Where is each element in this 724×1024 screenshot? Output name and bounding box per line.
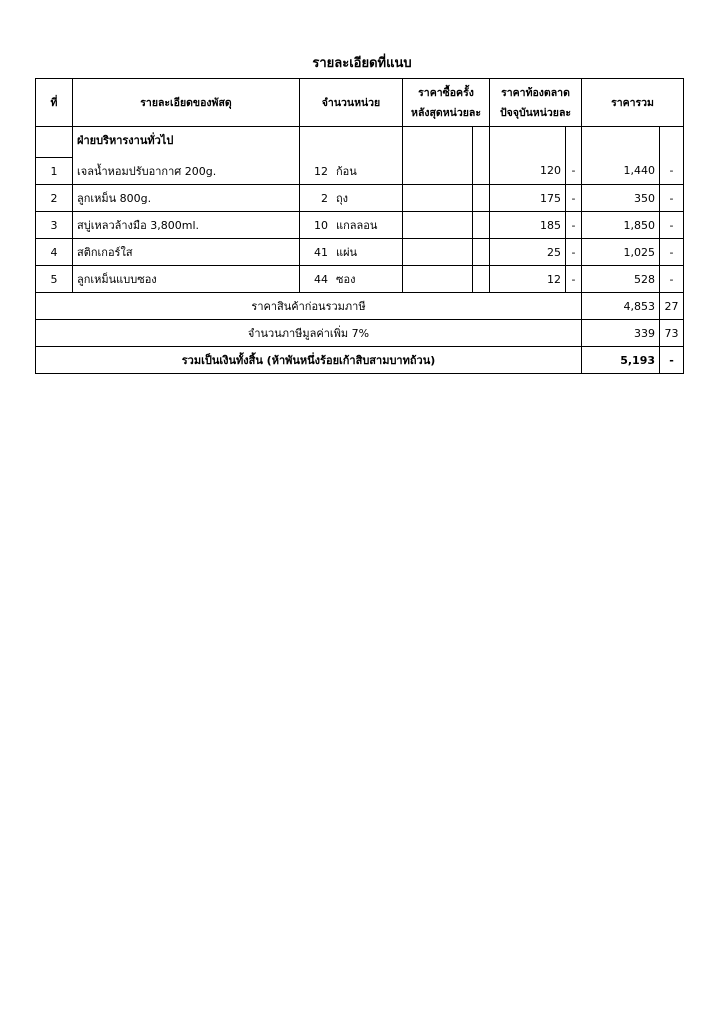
row-total: 1,440 <box>582 158 660 185</box>
grand-total-satang: - <box>660 347 684 374</box>
header-last-price <box>403 79 490 127</box>
row-unit: ซอง <box>336 273 356 286</box>
row-last-price-sub <box>473 158 490 185</box>
row-total: 1,850 <box>582 212 660 239</box>
row-last-price <box>403 212 473 239</box>
row-unit: ก้อน <box>336 164 357 178</box>
row-market-sub: - <box>566 266 582 293</box>
section-row <box>36 127 684 158</box>
row-qty-value: 41 <box>314 246 328 259</box>
row-last-price <box>403 185 473 212</box>
row-quantity <box>300 239 403 266</box>
row-no: 2 <box>36 185 73 212</box>
row-description: เจลน้ำหอมปรับอากาศ 200g. <box>73 158 300 185</box>
row-description: สติกเกอร์ใส <box>73 239 300 266</box>
row-market-sub: - <box>566 158 582 185</box>
row-unit: แผ่น <box>336 246 358 259</box>
row-description: ลูกเหม็น 800g. <box>73 185 300 212</box>
row-market-price: 12 <box>490 266 566 293</box>
row-total-sub: - <box>660 212 684 239</box>
page-title: รายละเอียดที่แนบ <box>312 56 412 71</box>
header-description: รายละเอียดของพัสดุ <box>73 79 300 127</box>
grand-total-row <box>36 347 684 374</box>
header-total: ราคารวม <box>582 79 684 127</box>
row-total-sub: - <box>660 158 684 185</box>
header-market-price <box>490 79 582 127</box>
subtotal-baht: 4,853 <box>582 293 660 320</box>
materials-table <box>35 78 684 374</box>
subtotal-label: ราคาสินค้าก่อนรวมภาษี <box>36 293 582 320</box>
row-no: 5 <box>36 266 73 293</box>
header-no: ที่ <box>36 79 73 127</box>
header-last-price-line2: หลังสุดหน่วยละ <box>411 106 481 119</box>
row-quantity <box>300 212 403 239</box>
row-quantity <box>300 185 403 212</box>
header-last-price-line1: ราคาซื้อครั้ง <box>418 86 474 99</box>
row-market-price: 185 <box>490 212 566 239</box>
row-qty-value: 44 <box>314 273 328 286</box>
row-market-sub: - <box>566 185 582 212</box>
row-market-sub: - <box>566 212 582 239</box>
table-row <box>36 158 684 185</box>
row-market-price: 25 <box>490 239 566 266</box>
header-quantity: จำนวนหน่วย <box>300 79 403 127</box>
row-qty-value: 12 <box>314 164 328 178</box>
vat-baht: 339 <box>582 320 660 347</box>
row-unit: ถุง <box>336 192 349 205</box>
row-quantity <box>300 158 403 185</box>
row-unit: แกลลอน <box>336 219 378 232</box>
row-total-sub: - <box>660 239 684 266</box>
table-header-row <box>36 79 684 127</box>
row-market-price: 120 <box>490 158 566 185</box>
vat-label: จำนวนภาษีมูลค่าเพิ่ม 7% <box>36 320 582 347</box>
row-no: 3 <box>36 212 73 239</box>
subtotal-satang: 27 <box>660 293 684 320</box>
row-total: 1,025 <box>582 239 660 266</box>
row-description: สบู่เหลวล้างมือ 3,800ml. <box>73 212 300 239</box>
header-market-price-line1: ราคาท้องตลาด <box>501 86 570 99</box>
row-last-price <box>403 266 473 293</box>
grand-total-baht: 5,193 <box>582 347 660 374</box>
row-total: 528 <box>582 266 660 293</box>
vat-satang: 73 <box>660 320 684 347</box>
vat-row <box>36 320 684 347</box>
table-row <box>36 239 684 266</box>
row-last-price <box>403 239 473 266</box>
row-market-price: 175 <box>490 185 566 212</box>
table-row <box>36 266 684 293</box>
row-qty-value: 10 <box>314 219 328 232</box>
table-row <box>36 185 684 212</box>
row-qty-value: 2 <box>321 192 328 205</box>
grand-total-label: รวมเป็นเงินทั้งสิ้น (ห้าพันหนึ่งร้อยเก้าสิบสามบาทถ้วน) <box>36 347 582 374</box>
row-last-price-sub <box>473 212 490 239</box>
row-last-price-sub <box>473 185 490 212</box>
row-no: 1 <box>36 158 73 185</box>
row-quantity <box>300 266 403 293</box>
row-total: 350 <box>582 185 660 212</box>
row-description: ลูกเหม็นแบบซอง <box>73 266 300 293</box>
header-market-price-line2: ปัจจุบันหน่วยละ <box>499 106 572 119</box>
row-last-price <box>403 158 473 185</box>
section-label: ฝ่ายบริหารงานทั่วไป <box>77 134 174 147</box>
row-total-sub: - <box>660 185 684 212</box>
subtotal-row <box>36 293 684 320</box>
row-last-price-sub <box>473 239 490 266</box>
row-last-price-sub <box>473 266 490 293</box>
row-market-sub: - <box>566 239 582 266</box>
table-row <box>36 212 684 239</box>
row-no: 4 <box>36 239 73 266</box>
row-total-sub: - <box>660 266 684 293</box>
